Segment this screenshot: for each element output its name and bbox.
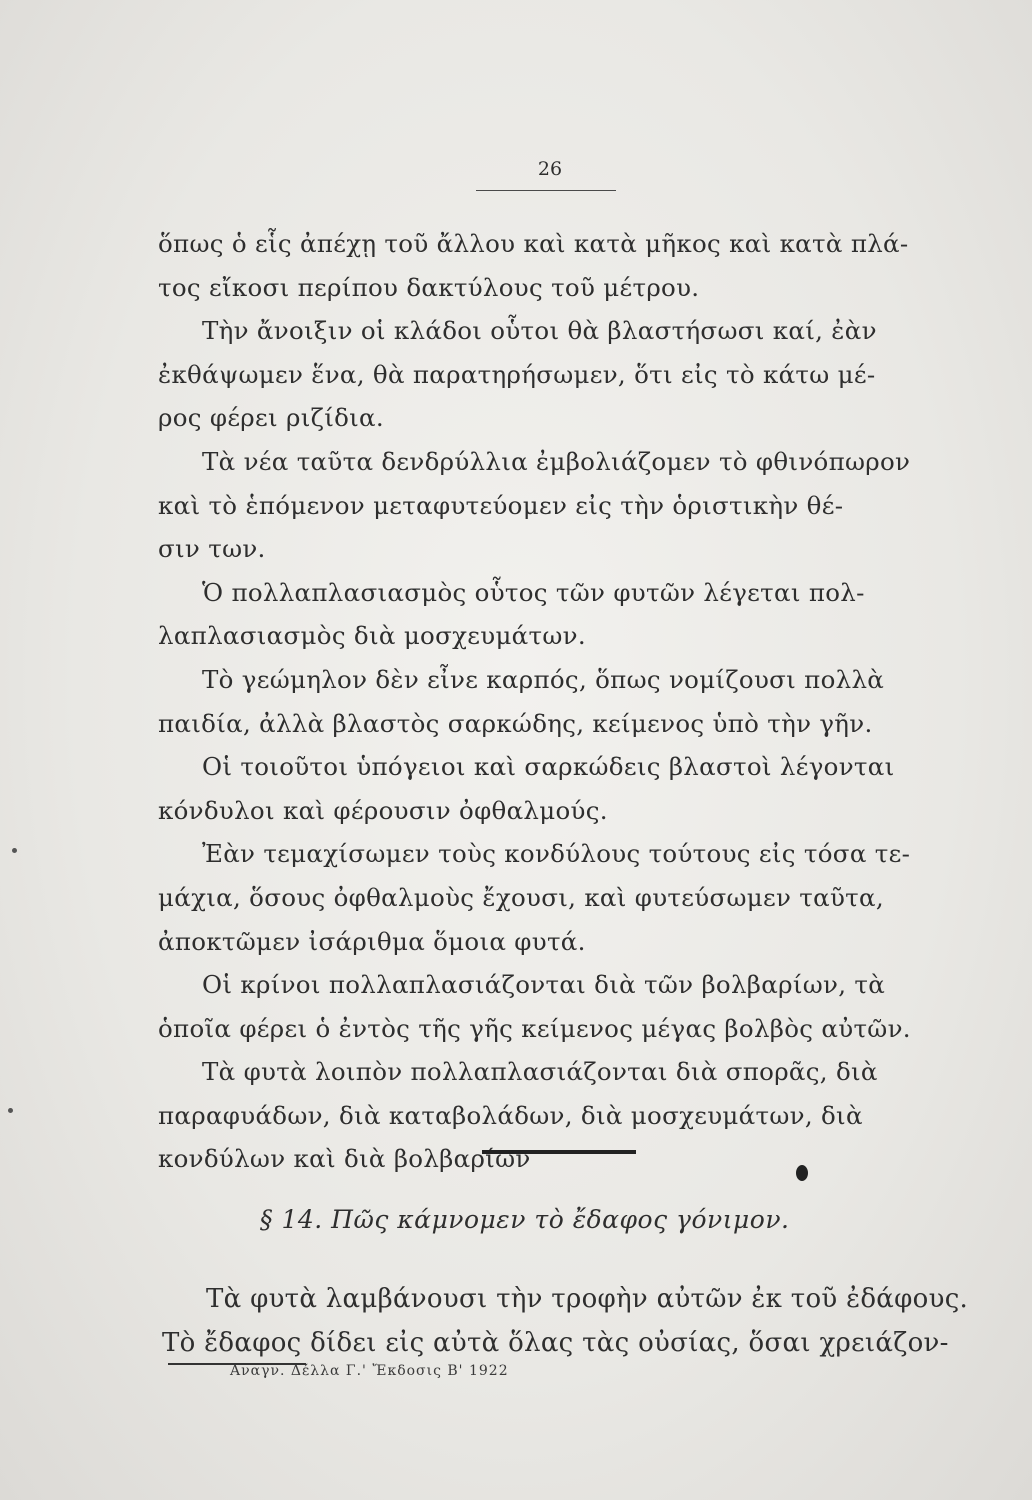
header-rule [476, 190, 616, 191]
text-line: ρος φέρει ριζίδια. [158, 403, 384, 433]
text-line: Τὸ γεώμηλον δὲν εἶνε καρπός, ὅπως νομίζουσι πολλὰ [202, 664, 885, 694]
text-line: τος εἴκοσι περίπου δακτύλους τοῦ μέτρου. [158, 272, 700, 302]
page-number: 26 [537, 158, 563, 180]
text-line: παραφυάδων, διὰ καταβολάδων, διὰ μοσχευμάτων, διὰ [158, 1100, 863, 1130]
section-heading: § 14. Πῶς κάμνομεν τὸ ἔδαφος γόνιμον. [260, 1205, 790, 1234]
text-line: Τὰ φυτὰ λοιπὸν πολλαπλασιάζονται διὰ σπορᾶς, διὰ [202, 1057, 878, 1087]
text-line: λαπλασιασμὸς διὰ μοσχευμάτων. [158, 621, 586, 651]
text-line: μάχια, ὅσους ὀφθαλμοὺς ἔχουσι, καὶ φυτεύσωμεν ταῦτα, [158, 882, 884, 912]
section-text [162, 1278, 969, 1365]
text-line: κονδύλων καὶ διὰ βολβαρίων [158, 1144, 531, 1174]
text-line: ὅπως ὁ εἷς ἀπέχῃ τοῦ ἄλλου καὶ κατὰ μῆκος καὶ κατὰ πλά- [158, 229, 909, 258]
ink-speck [12, 848, 17, 853]
text-line: ὁποῖα φέρει ὁ ἐντὸς τῆς γῆς κείμενος μέγας βολβὸς αὐτῶν. [158, 1013, 911, 1043]
text-line: παιδία, ἀλλὰ βλαστὸς σαρκώδης, κείμενος ὑπὸ τὴν γῆν. [158, 708, 873, 738]
body-text [158, 222, 938, 1181]
text-line: Τὰ νέα ταῦτα δενδρύλλια ἐμβολιάζομεν τὸ φθινόπωρον [202, 446, 911, 476]
text-line: Τὰ φυτὰ λαμβάνουσι τὴν τροφὴν αὐτῶν ἐκ τοῦ ἐδάφους. [206, 1284, 969, 1314]
text-line: ἐκθάψωμεν ἕνα, θὰ παρατηρήσωμεν, ὅτι εἰς τὸ κάτω μέ- [158, 359, 876, 389]
text-line: Οἱ κρίνοι πολλαπλασιάζονται διὰ τῶν βολβαρίων, τὰ [202, 970, 886, 1000]
ink-blot [796, 1165, 808, 1181]
text-line: Τὴν ἄνοιξιν οἱ κλάδοι οὗτοι θὰ βλαστήσωσι καί, ἐὰν [202, 316, 877, 346]
section-separator-rule [482, 1150, 636, 1154]
footer-imprint: Αναγν. Δέλλα Γ.' Ἔκδοσις Β' 1922 [230, 1363, 509, 1379]
text-line: Τὸ ἔδαφος δίδει εἰς αὐτὰ ὅλας τὰς οὐσίας, ὅσαι χρειάζον- [162, 1327, 949, 1358]
text-line: Ἐὰν τεμαχίσωμεν τοὺς κονδύλους τούτους εἰς τόσα τε- [202, 839, 911, 869]
text-line: Οἱ τοιοῦτοι ὑπόγειοι καὶ σαρκώδεις βλαστοὶ λέγονται [202, 752, 895, 782]
text-line: κόνδυλοι καὶ φέρουσιν ὀφθαλμούς. [158, 795, 608, 825]
text-line: καὶ τὸ ἑπόμενον μεταφυτεύομεν εἰς τὴν ὁριστικὴν θέ- [158, 490, 844, 520]
ink-speck [8, 1108, 13, 1113]
text-line: σιν των. [158, 534, 266, 564]
text-line: Ὁ πολλαπλασιασμὸς οὗτος τῶν φυτῶν λέγεται πολ- [202, 577, 865, 607]
text-line: ἀποκτῶμεν ἰσάριθμα ὅμοια φυτά. [158, 926, 586, 956]
